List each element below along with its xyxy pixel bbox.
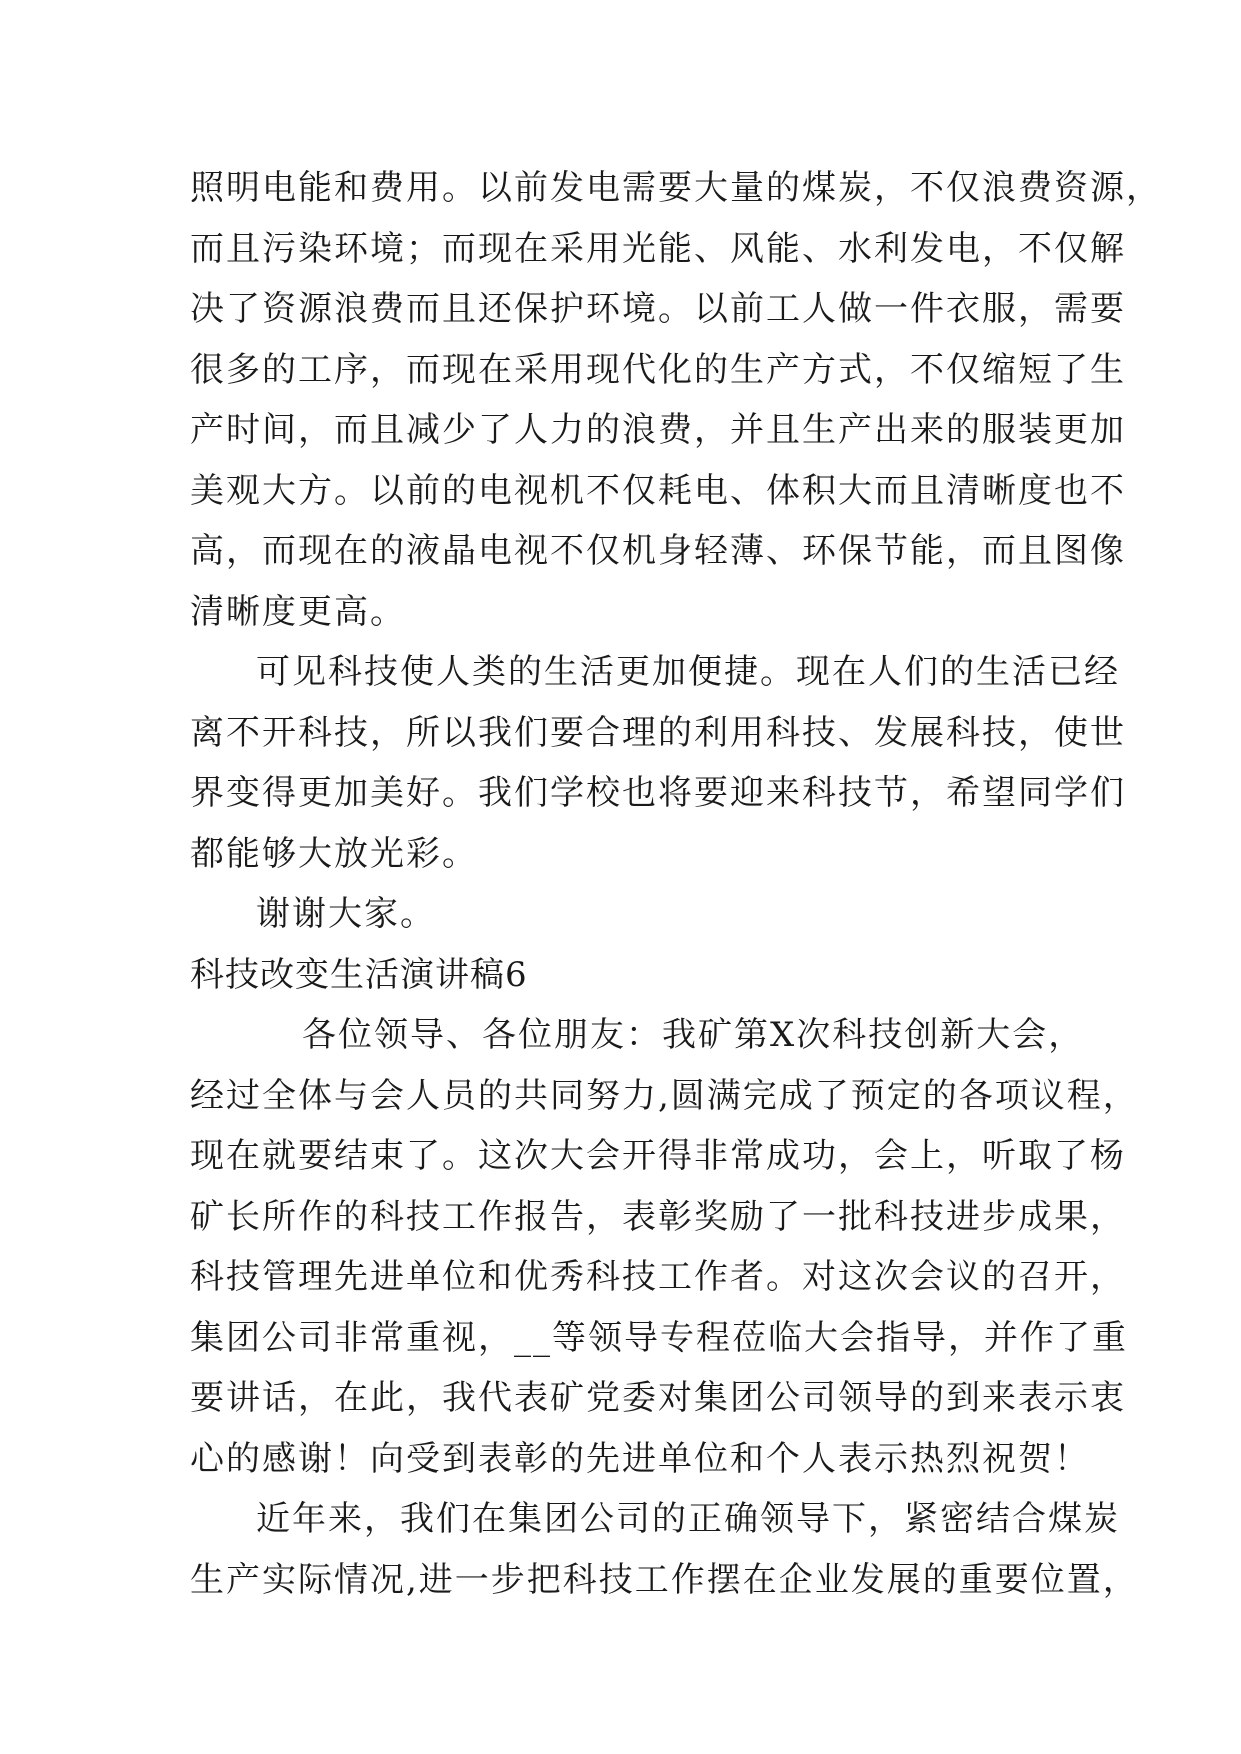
paragraph-line: 可见科技使人类的生活更加便捷。现在人们的生活已经 [256,652,1120,692]
paragraph-line: 生产实际情况,进一步把科技工作摆在企业发展的重要位置， [190,1559,1139,1600]
paragraph-line: 美观大方。以前的电视机不仅耗电、体积大而且清晰度也不 [190,470,1126,511]
paragraph-line: 科技管理先进单位和优秀科技工作者。对这次会议的召开， [190,1257,1126,1297]
paragraph-line: 而且污染环境；而现在采用光能、风能、水利发电，不仅解 [190,228,1126,269]
paragraph-line: 都能够大放光彩。 [190,833,478,874]
paragraph-line: 近年来，我们在集团公司的正确领导下，紧密结合煤炭 [256,1499,1120,1539]
paragraph-line: 界变得更加美好。我们学校也将要迎来科技节，希望同学们 [190,773,1126,813]
paragraph-line: 矿长所作的科技工作报告，表彰奖励了一批科技进步成果， [190,1196,1126,1237]
paragraph-line: 产时间，而且减少了人力的浪费，并且生产出来的服装更加 [190,410,1126,450]
paragraph-line: 心的感谢！向受到表彰的先进单位和个人表示热烈祝贺！ [190,1438,1090,1479]
section-heading: 科技改变生活演讲稿6 [190,954,528,995]
paragraph-line: 高，而现在的液晶电视不仅机身轻薄、环保节能，而且图像 [190,531,1126,571]
paragraph-line: 各位领导、各位朋友：我矿第X次科技创新大会， [302,1015,1085,1055]
paragraph-line: 集团公司非常重视，__等领导专程莅临大会指导，并作了重 [190,1317,1128,1358]
paragraph-line: 离不开科技，所以我们要合理的利用科技、发展科技，使世 [190,712,1126,753]
paragraph-line: 现在就要结束了。这次大会开得非常成功，会上，听取了杨 [190,1136,1126,1176]
paragraph-line: 经过全体与会人员的共同努力,圆满完成了预定的各项议程， [190,1075,1139,1116]
paragraph-line: 决了资源浪费而且还保护环境。以前工人做一件衣服，需要 [190,289,1126,329]
paragraph-line: 照明电能和费用。以前发电需要大量的煤炭，不仅浪费资源， [190,168,1162,208]
document-body [190,158,1162,1610]
paragraph-line: 很多的工序，而现在采用现代化的生产方式，不仅缩短了生 [190,349,1126,390]
thanks-line: 谢谢大家。 [256,894,436,934]
paragraph-line: 清晰度更高。 [190,591,406,632]
paragraph-line: 要讲话，在此，我代表矿党委对集团公司领导的到来表示衷 [190,1378,1126,1418]
